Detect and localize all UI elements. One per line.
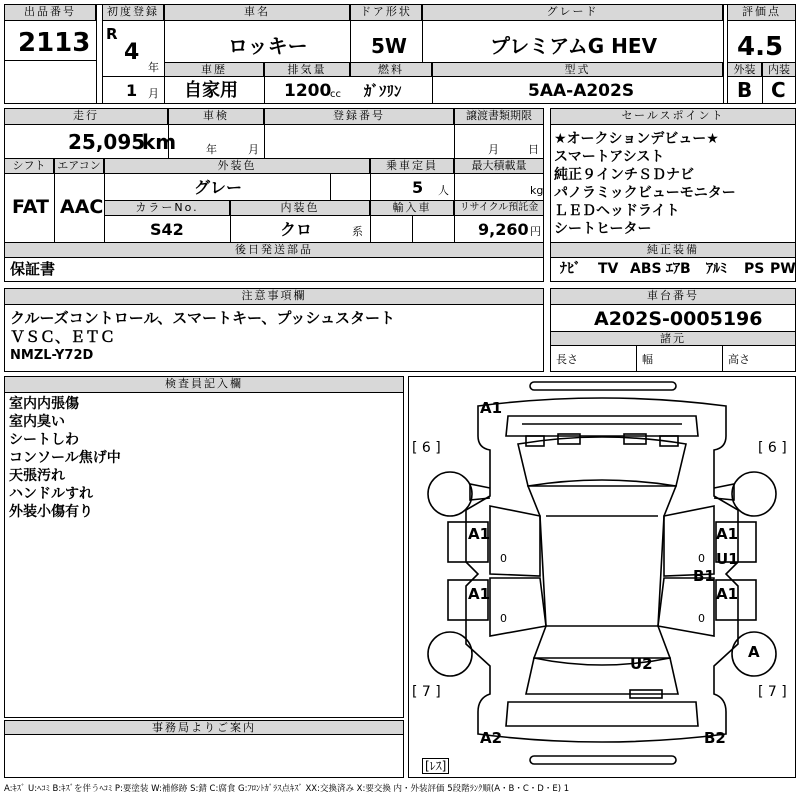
damage-zero-r2: 0 [698,612,705,625]
month-unit: 月 [148,87,159,100]
damage-door-fr-dent: U1 [716,550,739,568]
lot-number: 2113 [18,28,91,58]
damage-legend: A:ｷｽﾞ U:ﾍｺﾐ B:ｷｽﾞを伴うﾍｺﾐ P:要塗装 W:補修跡 S:錆 C:腐食 G:ﾌﾛﾝﾄｶﾞﾗｽ点ｷｽﾞ XX:交換済み X:要交換 内・外装評価 5段階ﾗﾝｸ順(A・B・C・D・E) 1 [4,784,570,794]
recycle-fee: 9,260 [478,220,529,239]
interior-label: 内装 [762,62,796,77]
ext-color: グレー [194,178,243,197]
transfer-day-unit: 日 [528,143,539,156]
caution-line: ＶＳＣ、ＥＴＣ [10,328,116,346]
equip-abs: ABS [630,261,662,277]
width-label: 幅 [642,353,653,366]
caution-line: NMZL-Y72D [10,348,94,363]
chassis-number: A202S-0005196 [594,308,763,330]
car-body-diagram [408,376,796,778]
damage-wheel-rr: A [748,643,760,661]
model-code: 5AA-A202S [528,81,635,101]
ac: AAC [60,196,104,218]
capacity-label: 乗車定員 [370,158,454,174]
history-label: 車歴 [164,62,264,77]
mileage-label: 走行 [4,108,168,125]
rear-label: [ﾚｽ] [422,758,449,774]
car-name: ロッキー [228,34,308,58]
equipment-label: 純正装備 [550,242,796,258]
inspector-note: シートしわ [9,432,79,448]
insp-month-unit: 月 [248,143,259,156]
damage-door-fr: A1 [716,525,739,543]
sales-point: ＬＥＤヘッドライト [554,203,680,219]
damage-zero-r1: 0 [698,552,705,565]
inspector-note: 外装小傷有り [9,504,93,520]
color-no: S42 [150,220,184,239]
ext-color-label: 外装色 [104,158,370,174]
inspector-note: 天張汚れ [9,468,65,484]
fuel-label: 燃料 [350,62,432,77]
disp-label: 排気量 [264,62,350,77]
capacity: 5 [412,178,424,197]
equip-airbag: ｴｱB [666,261,691,277]
year-unit: 年 [148,61,159,74]
int-color: クロ [280,220,313,239]
lot-label: 出品番号 [4,4,96,21]
sales-point: シートヒーター [554,221,652,237]
inspector-note: ハンドルすれ [9,486,93,502]
bracket-rear-right: [ 7 ] [758,684,787,700]
score-label: 評価点 [727,4,796,21]
inspector-note: 室内内張傷 [9,396,79,412]
regno-label: 登録番号 [264,108,454,125]
car-name-label: 車名 [164,4,350,21]
damage-zero-l2: 0 [500,612,507,625]
height-label: 高さ [728,353,750,366]
damage-rear-right: B2 [704,729,726,747]
first-reg-label: 初度登録 [102,4,164,21]
recycle-unit: 円 [530,225,541,238]
score: 4.5 [737,32,784,62]
inspector-note: コンソール焦げ中 [9,450,121,466]
sales-point: スマートアシスト [554,149,665,165]
equip-navi: ﾅﾋﾞ [560,261,581,277]
caution-label: 注意事項欄 [4,288,544,305]
damage-door-rl: A1 [468,585,491,603]
sales-points-label: セールスポイント [550,108,796,125]
grade: プレミアムG HEV [490,34,658,58]
inspector-notes [9,395,121,521]
shift: FAT [12,196,49,218]
bracket-front-left: [ 6 ] [412,440,441,456]
insp-year-unit: 年 [206,143,217,156]
displacement: 1200 [284,81,332,101]
exterior-score: B [737,78,753,102]
ac-label: エアコン [54,158,104,174]
int-color-label: 内装色 [230,200,370,216]
model-label: 型式 [432,62,723,77]
office-label: 事務局よりご案内 [4,720,404,735]
history: 自家用 [184,80,238,101]
load-label: 最大積載量 [454,158,544,174]
sales-point: 純正９インチＳＤナビ [554,167,694,183]
exterior-label: 外装 [727,62,762,77]
equip-pw: PW [770,261,796,277]
damage-pillar-r: B1 [693,567,715,585]
reg-year: 4 [124,40,140,65]
chassis-label: 車台番号 [550,288,796,305]
inspector-label: 検査員記入欄 [4,376,404,393]
equip-alloy: ｱﾙﾐ [706,261,727,277]
inspection-label: 車検 [168,108,264,125]
sales-point: パノラミックビューモニター [554,185,736,201]
load-unit: kg [530,184,544,197]
damage-door-rr: A1 [716,585,739,603]
damage-rear-left: A2 [480,729,503,747]
bracket-rear-left: [ 7 ] [412,684,441,700]
grade-label: グレード [422,4,723,21]
inspector-note: 室内臭い [9,414,65,430]
length-label: 長さ [556,353,578,366]
later-parts-label: 後日発送部品 [4,242,544,258]
import-label: 輸入車 [370,200,454,216]
door-label: ドア形状 [350,4,422,21]
damage-zero-l1: 0 [500,552,507,565]
later-parts: 保証書 [10,260,56,278]
bracket-front-right: [ 6 ] [758,440,787,456]
capacity-unit: 人 [438,184,449,197]
equip-ps: PS [744,261,765,277]
transfer-label: 譲渡書類期限 [454,108,544,125]
dims-label: 諸元 [550,331,796,346]
interior-score: C [771,78,786,102]
mileage-unit: km [142,130,177,154]
fuel: ｶﾞｿﾘﾝ [364,82,402,100]
caution-line: クルーズコントロール、スマートキー、プッシュスタート [10,309,396,327]
sales-point: ★オークションデビュー★ [554,131,719,147]
damage-front-left: A1 [480,399,503,417]
shift-label: シフト [4,158,54,174]
reg-month: 1 [126,81,138,100]
disp-unit: cc [330,89,341,100]
int-color-unit: 系 [352,225,363,238]
damage-door-fl: A1 [468,525,491,543]
era: R [106,25,118,43]
sales-points-list [554,130,736,238]
door-type: 5W [371,34,407,58]
recycle-label: リサイクル預託金 [454,200,544,216]
mileage: 25,095 [68,130,146,154]
equip-tv: TV [598,261,619,277]
damage-roof: U2 [630,655,653,673]
transfer-month-unit: 月 [488,143,499,156]
color-no-label: カラーNo. [104,200,230,216]
